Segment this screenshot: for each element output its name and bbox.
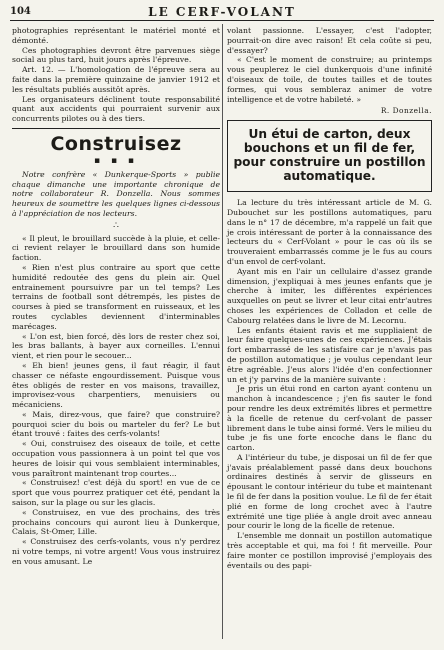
paragraph: « L'on est, bien forcé, dès lors de rester chez soi, les bras ballants, à bayer aux corneilles. L'ennui vient, et rien pour le secouer... xyxy=(12,331,220,361)
paragraph: Les enfants étaient ravis et me suppliaient de leur faire quelques-unes de ces expériences. J'étais fort embarrassé de les satisfaire car je n'avais pas de postillon automatique ; je voulus cependant leur être agréable. J'eus alors l'idée d'en confectionner un et j'y parvins de la manière suivante : xyxy=(227,325,432,384)
paragraph: « Rien n'est plus contraire au sport que cette humidité redoutée des gens du plein air. Quel entrainement poursuivre par un tel temps? Les terrains de football sont détrempés, les pistes de courses à pied se transforment en ruisseaux, et les routes cyclables deviennent d'interminables marécages. xyxy=(12,262,220,331)
paragraph: La lecture du très intéressant article de M. G. Dubouchet sur les postillons automatiques, paru dans le n° 17 de décembre, m'a rappelé un fait que je crois intéressant de porter à la connaissance des lecteurs du « Cerf-Volant » pour le cas où ils se trouveraient embarrassés comme je le fus au cours d'un envol de cerf-volant. xyxy=(227,198,432,266)
paragraph: « Oui, construisez des oiseaux de toile, et cette occupation vous passionnera à un point tel que vos heures de loisir qui vous semblaient interminables, vous paraîtront maintenant trop courtes... xyxy=(12,439,220,478)
paragraph: Ces photographies devront être parvenues siège social au plus tard, huit jours après l'épreuve. xyxy=(12,45,220,65)
paragraph: Je pris un étui rond en carton ayant contenu un manchon à incandescence ; j'en fis sauter le fond pour rendre les deux extrémités libres et permettre à la ficelle de retenue du cerf-volant de passer librement dans le tube ainsi formé. Vers le milieu du tube je fis une forte encoche dans le flanc du carton. xyxy=(227,384,432,453)
page-number: 104 xyxy=(10,6,31,17)
paragraph: Les organisateurs déclinent toute responsabilité quant aux accidents qui pourraient survenir aux concurrents pilotes ou à des tiers. xyxy=(12,94,220,124)
author-signature: R. Donzella. xyxy=(380,106,432,116)
section-heading: Construisez xyxy=(50,132,182,155)
article-heading: Un étui de carton, deux bouchons et un fil de fer, pour construire un postillon automatique. xyxy=(233,127,426,184)
left-column xyxy=(12,26,220,567)
column-divider xyxy=(222,24,223,639)
article-heading-frame xyxy=(227,120,432,192)
header-rule xyxy=(10,20,434,21)
separator-dots: ∴ xyxy=(113,220,119,231)
paragraph: « Il pleut, le brouillard succède à la pluie, et celle-ci revient relayer le brouillard dans son humide faction. xyxy=(12,233,220,263)
article-12-paragraph xyxy=(12,65,220,94)
paragraph: « Construisez! c'est déjà du sport! en vue de ce sport que vous pourrez pratiquer cet été, pendant la saison, sur la plage ou sur les glacis. xyxy=(12,478,220,508)
paragraph: A l'intérieur du tube, je disposai un fil de fer que j'avais préalablement passé dans deux bouchons ordinaires destinés à servir de glisseurs en épousant le contour intérieur du tube et maintenant le fil de fer dans la position voulue. Le fil de fer était plié en forme de long crochet avec à l'autre extrémité une tige pliée à angle droit avec anneau pour courir le long de la ficelle de retenue. xyxy=(227,452,432,531)
article-label: Art. 12. xyxy=(22,65,54,75)
paragraph: L'ensemble me donnait un postillon automatique très acceptable et qui, ma foi ! fit merveille. Pour faire monter ce postillon improvisé j'employais des éventails ou des papi- xyxy=(227,531,432,570)
intro-paragraph: Notre confrère « Dunkerque-Sports » publie chaque dimanche une importante chronique de notre collaborateur R. Donzella. Nous sommes heureux de soumettre les quelques lignes ci-dessous à l'appréciation de nos lecteurs. xyxy=(12,169,220,218)
paragraph: Ayant mis en l'air un cellulaire d'assez grande dimension, j'expliquai à mes jeunes enfants que je cherche à imiter, les différentes expériences auxquelles on peut se livrer et leur citai entr'autres choses les expériences de Colladon et celle de Cabourg relatées dans le livre de M. Lecornu. xyxy=(227,266,432,325)
right-column xyxy=(227,26,432,570)
heading-ornament: ▪ ▪ ▪ xyxy=(93,155,139,166)
paragraph: « Construisez des cerfs-volants, vous n'y perdrez ni votre temps, ni votre argent! Vous vous instruirez en vous amusant. Le xyxy=(12,537,220,566)
paragraph: « C'est le moment de construire; au printemps vous peuplerez le ciel dunkerquois d'une infinité d'oiseaux de toile, de toutes tailles et de toutes formes, qui vous sembleraz animer de votre intelligence et de votre habileté. » xyxy=(227,55,432,104)
section-rule xyxy=(12,128,220,129)
paragraph: « Construisez, en vue des prochains, des très prochains concours qui auront lieu à Dunkerque, Calais, St-Omer, Lille. xyxy=(12,507,220,537)
journal-title: LE CERF-VOLANT xyxy=(148,5,296,19)
paragraph: volant passionne. L'essayer, c'est l'adopter, pourrait-on dire avec raison! Et cela coûte si peu, d'essayer? xyxy=(227,26,432,55)
article-text: — L'homologation de l'épreuve sera au faite dans la première quinzaine de janvier 1912 et les résultats publiés aussitôt après. xyxy=(12,65,220,94)
paragraph: « Eh bien! jeunes gens, il faut réagir, il faut chasser ce néfaste engourdissement. Puisque vous êtes obligés de rester en vos maisons, travaillez, improvisez-vous charpentiers, menuisiers ou mécaniciens. xyxy=(12,360,220,410)
paragraph: photographies représentant le matériel monté et démonté. xyxy=(12,26,220,45)
paragraph: « Mais, direz-vous, que faire? que construire? pourquoi scier du bois ou marteler du fer? Le but étant trouvé : faites des cerfs-volants! xyxy=(12,409,220,439)
